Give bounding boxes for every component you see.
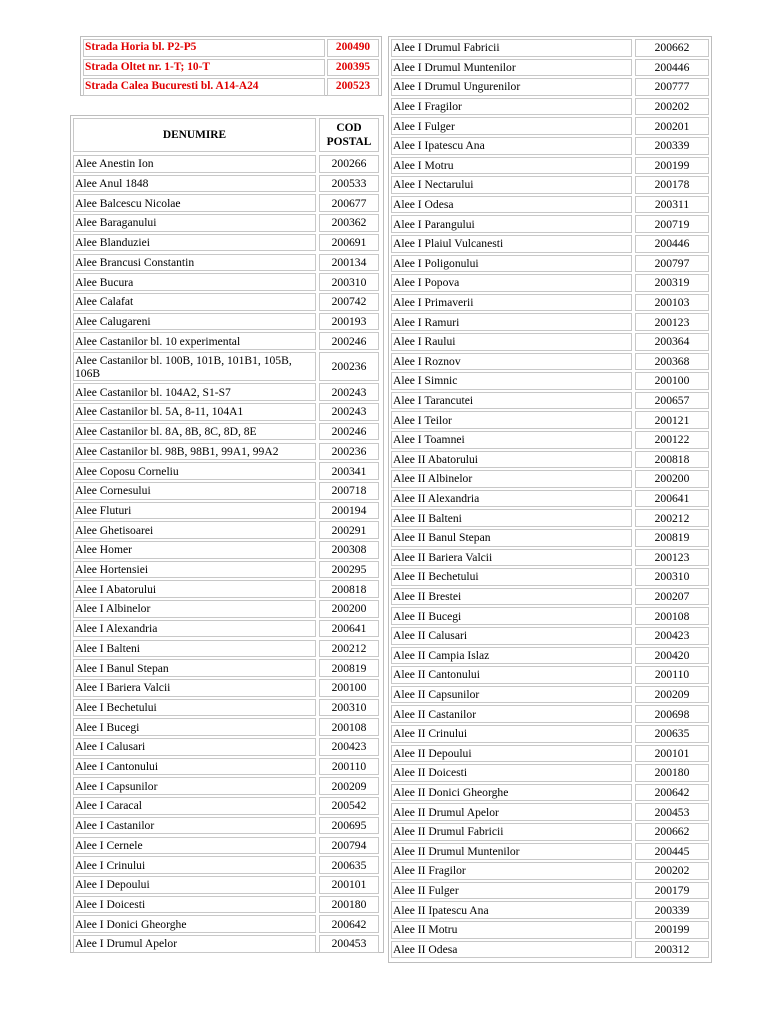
table-row: [389, 607, 711, 625]
street-name-cell: Alee I Parangului: [391, 215, 632, 233]
street-name-cell: Alee II Campia Islaz: [391, 647, 632, 665]
street-name-cell: Alee II Albinelor: [391, 470, 632, 488]
table-row: [71, 896, 383, 914]
postal-code-cell: 200266: [319, 155, 379, 173]
postal-code-cell: 200100: [635, 372, 709, 390]
table-row: [389, 176, 711, 194]
table-row: [71, 443, 383, 461]
street-name-cell: Alee I Drumul Muntenilor: [391, 59, 632, 77]
street-name-cell: Alee I Tarancutei: [391, 392, 632, 410]
table-row: [389, 215, 711, 233]
street-name-cell: Alee Baraganului: [73, 214, 316, 232]
table-row: [71, 797, 383, 815]
table-row: [71, 293, 383, 311]
street-name-cell: Alee I Plaiul Vulcanesti: [391, 235, 632, 253]
street-name-cell: Alee I Castanilor: [73, 817, 316, 835]
postal-code-cell: 200123: [635, 313, 709, 331]
postal-code-cell: 200420: [635, 647, 709, 665]
postal-code-cell: 200819: [635, 529, 709, 547]
street-name-cell: Alee II Fulger: [391, 882, 632, 900]
street-name-cell: Alee Castanilor bl. 10 experimental: [73, 332, 316, 350]
postal-code-cell: 200291: [319, 521, 379, 539]
street-name-cell: Alee Fluturi: [73, 502, 316, 520]
street-name-cell: Alee I Nectarului: [391, 176, 632, 194]
postal-code-cell: 200423: [635, 627, 709, 645]
postal-code-cell: 200453: [635, 803, 709, 821]
street-name-cell: Alee I Cernele: [73, 837, 316, 855]
street-name-cell: Alee II Drumul Apelor: [391, 803, 632, 821]
postal-code-cell: 200423: [319, 738, 379, 756]
postal-code-cell: 200236: [319, 352, 379, 381]
street-name-cell: Alee II Brestei: [391, 588, 632, 606]
postal-code-cell: 200819: [319, 659, 379, 677]
street-name-cell: Alee II Drumul Muntenilor: [391, 843, 632, 861]
table-row: [389, 235, 711, 253]
street-name-cell: Strada Oltet nr. 1-T; 10-T: [83, 59, 325, 77]
street-name-cell: Alee I Capsunilor: [73, 777, 316, 795]
table-row: [389, 39, 711, 57]
street-name-cell: Alee I Drumul Fabricii: [391, 39, 632, 57]
postal-code-cell: 200719: [635, 215, 709, 233]
postal-code-cell: 200691: [319, 234, 379, 252]
table-row: [389, 901, 711, 919]
postal-code-cell: 200123: [635, 549, 709, 567]
postal-code-cell: 200103: [635, 294, 709, 312]
postal-code-cell: 200362: [319, 214, 379, 232]
table-row: [389, 588, 711, 606]
table-row: [389, 529, 711, 547]
postal-code-cell: 200642: [635, 784, 709, 802]
postal-code-cell: 200641: [635, 490, 709, 508]
postal-code-cell: 200319: [635, 274, 709, 292]
postal-code-cell: 200310: [319, 273, 379, 291]
postal-code-cell: 200453: [319, 935, 379, 953]
street-name-cell: Alee II Donici Gheorghe: [391, 784, 632, 802]
table-row: [389, 333, 711, 351]
table-row: [71, 738, 383, 756]
table-row: [389, 725, 711, 743]
street-name-cell: Alee Castanilor bl. 8A, 8B, 8C, 8D, 8E: [73, 423, 316, 441]
table-row: [389, 98, 711, 116]
street-name-cell: Alee I Crinului: [73, 856, 316, 874]
street-name-cell: Alee Brancusi Constantin: [73, 254, 316, 272]
postal-code-cell: 200339: [635, 901, 709, 919]
street-name-cell: Alee I Motru: [391, 157, 632, 175]
postal-code-cell: 200194: [319, 502, 379, 520]
table-row: [389, 686, 711, 704]
postal-code-cell: 200236: [319, 443, 379, 461]
postal-code-cell: 200642: [319, 915, 379, 933]
street-name-cell: Alee I Odesa: [391, 196, 632, 214]
postal-code-cell: 200523: [327, 78, 379, 96]
postal-code-cell: 200243: [319, 383, 379, 401]
street-name-cell: Alee I Drumul Apelor: [73, 935, 316, 953]
table-row: [389, 274, 711, 292]
postal-code-cell: 200246: [319, 423, 379, 441]
street-name-cell: Alee Cornesului: [73, 482, 316, 500]
postal-code-cell: 200199: [635, 157, 709, 175]
street-name-cell: Alee I Ramuri: [391, 313, 632, 331]
postal-code-cell: 200341: [319, 462, 379, 480]
table-row: [81, 59, 381, 77]
postal-code-cell: 200200: [319, 600, 379, 618]
street-name-cell: Alee II Bucegi: [391, 607, 632, 625]
postal-code-cell: 200243: [319, 403, 379, 421]
postal-code-cell: 200818: [635, 451, 709, 469]
postal-code-cell: 200122: [635, 431, 709, 449]
postal-code-cell: 200121: [635, 411, 709, 429]
left-postal-code-table: [70, 115, 384, 953]
street-name-cell: Alee II Balteni: [391, 509, 632, 527]
postal-code-cell: 200445: [635, 843, 709, 861]
postal-code-cell: 200108: [319, 718, 379, 736]
street-name-cell: Alee Anul 1848: [73, 175, 316, 193]
street-name-cell: Alee II Cantonului: [391, 666, 632, 684]
table-row: [389, 882, 711, 900]
table-row: [71, 194, 383, 212]
street-name-cell: Alee Blanduziei: [73, 234, 316, 252]
table-row: [71, 234, 383, 252]
street-name-cell: Alee I Drumul Ungurenilor: [391, 78, 632, 96]
postal-code-cell: 200662: [635, 39, 709, 57]
table-row: [389, 313, 711, 331]
postal-code-cell: 200246: [319, 332, 379, 350]
table-row: [389, 392, 711, 410]
table-row: [71, 600, 383, 618]
street-name-cell: Alee I Caracal: [73, 797, 316, 815]
street-name-cell: Alee II Abatorului: [391, 451, 632, 469]
postal-code-cell: 200695: [319, 817, 379, 835]
table-row: [389, 549, 711, 567]
street-name-cell: Alee II Odesa: [391, 941, 632, 959]
postal-code-cell: 200395: [327, 59, 379, 77]
table-row: [389, 745, 711, 763]
postal-code-cell: 200533: [319, 175, 379, 193]
table-row: [389, 921, 711, 939]
table-row: [71, 837, 383, 855]
postal-code-cell: 200199: [635, 921, 709, 939]
street-name-cell: Alee II Banul Stepan: [391, 529, 632, 547]
table-row: [71, 699, 383, 717]
street-name-cell: Alee Coposu Corneliu: [73, 462, 316, 480]
street-name-cell: Alee I Bucegi: [73, 718, 316, 736]
header-name: DENUMIRE: [73, 118, 316, 152]
street-name-cell: Alee II Capsunilor: [391, 686, 632, 704]
table-row: [71, 175, 383, 193]
table-row: [389, 196, 711, 214]
table-row: [389, 451, 711, 469]
table-row: [71, 876, 383, 894]
street-name-cell: Alee II Fragilor: [391, 862, 632, 880]
postal-code-cell: 200212: [319, 640, 379, 658]
table-row: [71, 679, 383, 697]
table-row: [389, 862, 711, 880]
street-name-cell: Alee II Drumul Fabricii: [391, 823, 632, 841]
street-name-cell: Alee I Bariera Valcii: [73, 679, 316, 697]
street-name-cell: Alee II Ipatescu Ana: [391, 901, 632, 919]
postal-code-cell: 200446: [635, 235, 709, 253]
table-row: [389, 372, 711, 390]
table-row: [389, 647, 711, 665]
postal-code-cell: 200635: [635, 725, 709, 743]
postal-code-cell: 200178: [635, 176, 709, 194]
street-name-cell: Alee Hortensiei: [73, 561, 316, 579]
postal-code-cell: 200110: [319, 758, 379, 776]
table-row: [389, 431, 711, 449]
postal-code-cell: 200311: [635, 196, 709, 214]
street-name-cell: Alee I Balteni: [73, 640, 316, 658]
postal-code-cell: 200180: [635, 764, 709, 782]
table-row: [71, 915, 383, 933]
postal-code-cell: 200108: [635, 607, 709, 625]
table-row: [389, 294, 711, 312]
postal-code-cell: 200312: [635, 941, 709, 959]
table-row: [71, 254, 383, 272]
table-row: [71, 758, 383, 776]
postal-code-cell: 200310: [319, 699, 379, 717]
table-row: [71, 659, 383, 677]
street-name-cell: Alee II Bariera Valcii: [391, 549, 632, 567]
table-row: [71, 352, 383, 381]
street-name-cell: Alee II Doicesti: [391, 764, 632, 782]
table-row: [389, 411, 711, 429]
postal-code-cell: 200818: [319, 580, 379, 598]
street-name-cell: Alee Ghetisoarei: [73, 521, 316, 539]
postal-code-cell: 200368: [635, 353, 709, 371]
postal-code-cell: 200641: [319, 620, 379, 638]
table-row: [71, 462, 383, 480]
street-name-cell: Alee Balcescu Nicolae: [73, 194, 316, 212]
postal-code-cell: 200202: [635, 862, 709, 880]
table-row: [71, 777, 383, 795]
street-name-cell: Alee I Banul Stepan: [73, 659, 316, 677]
postal-code-cell: 200662: [635, 823, 709, 841]
table-row: [389, 803, 711, 821]
postal-code-cell: 200542: [319, 797, 379, 815]
postal-code-cell: 200657: [635, 392, 709, 410]
postal-code-cell: 200635: [319, 856, 379, 874]
table-row: [71, 718, 383, 736]
postal-code-cell: 200212: [635, 509, 709, 527]
postal-code-cell: 200794: [319, 837, 379, 855]
postal-code-cell: 200777: [635, 78, 709, 96]
street-name-cell: Alee II Crinului: [391, 725, 632, 743]
table-row: [389, 509, 711, 527]
table-row: [71, 332, 383, 350]
table-row: [389, 784, 711, 802]
street-name-cell: Alee I Simnic: [391, 372, 632, 390]
street-name-cell: Strada Horia bl. P2-P5: [83, 39, 325, 57]
right-postal-code-table: [388, 36, 712, 963]
postal-code-cell: 200209: [635, 686, 709, 704]
header-row: [71, 118, 383, 152]
street-name-cell: Alee I Primaverii: [391, 294, 632, 312]
street-name-cell: Alee I Abatorului: [73, 580, 316, 598]
postal-code-cell: 200101: [635, 745, 709, 763]
header-code: COD POSTAL: [319, 118, 379, 152]
table-row: [71, 561, 383, 579]
postal-code-cell: 200797: [635, 255, 709, 273]
street-name-cell: Alee I Ipatescu Ana: [391, 137, 632, 155]
table-row: [389, 157, 711, 175]
postal-code-cell: 200193: [319, 313, 379, 331]
street-name-cell: Alee Calugareni: [73, 313, 316, 331]
street-name-cell: Alee I Popova: [391, 274, 632, 292]
table-row: [389, 255, 711, 273]
table-row: [389, 117, 711, 135]
street-name-cell: Alee II Alexandria: [391, 490, 632, 508]
table-row: [81, 39, 381, 57]
postal-code-cell: 200209: [319, 777, 379, 795]
table-row: [389, 843, 711, 861]
table-row: [389, 666, 711, 684]
street-name-cell: Alee I Depoului: [73, 876, 316, 894]
table-row: [71, 521, 383, 539]
postal-code-cell: 200677: [319, 194, 379, 212]
table-row: [389, 137, 711, 155]
table-row: [389, 470, 711, 488]
postal-code-cell: 200202: [635, 98, 709, 116]
street-name-cell: Alee Castanilor bl. 100B, 101B, 101B1, 105B, 106B: [73, 352, 316, 381]
postal-code-cell: 200490: [327, 39, 379, 57]
postal-code-cell: 200339: [635, 137, 709, 155]
table-row: [71, 502, 383, 520]
street-name-cell: Alee I Albinelor: [73, 600, 316, 618]
table-row: [71, 482, 383, 500]
street-name-cell: Alee I Alexandria: [73, 620, 316, 638]
table-row: [71, 856, 383, 874]
postal-code-cell: 200207: [635, 588, 709, 606]
postal-code-cell: 200295: [319, 561, 379, 579]
postal-code-cell: 200110: [635, 666, 709, 684]
table-row: [389, 764, 711, 782]
street-name-cell: Alee I Fulger: [391, 117, 632, 135]
street-name-cell: Alee Castanilor bl. 98B, 98B1, 99A1, 99A2: [73, 443, 316, 461]
street-name-cell: Alee II Depoului: [391, 745, 632, 763]
postal-code-cell: 200200: [635, 470, 709, 488]
table-row: [71, 423, 383, 441]
table-row: [389, 627, 711, 645]
table-row: [389, 353, 711, 371]
table-row: [71, 640, 383, 658]
street-name-cell: Alee I Fragilor: [391, 98, 632, 116]
street-name-cell: Alee Bucura: [73, 273, 316, 291]
postal-code-cell: 200446: [635, 59, 709, 77]
postal-code-cell: 200201: [635, 117, 709, 135]
postal-code-cell: 200308: [319, 541, 379, 559]
street-name-cell: Alee I Doicesti: [73, 896, 316, 914]
postal-code-cell: 200134: [319, 254, 379, 272]
postal-code-cell: 200101: [319, 876, 379, 894]
table-row: [71, 580, 383, 598]
street-name-cell: Alee I Cantonului: [73, 758, 316, 776]
table-row: [71, 214, 383, 232]
highlighted-streets-table: [80, 36, 382, 96]
postal-code-cell: 200718: [319, 482, 379, 500]
street-name-cell: Alee I Calusari: [73, 738, 316, 756]
table-row: [389, 705, 711, 723]
street-name-cell: Alee I Bechetului: [73, 699, 316, 717]
table-row: [71, 313, 383, 331]
table-row: [389, 78, 711, 96]
street-name-cell: Alee I Raului: [391, 333, 632, 351]
table-row: [389, 568, 711, 586]
table-row: [389, 941, 711, 959]
table-row: [389, 490, 711, 508]
street-name-cell: Alee I Poligonului: [391, 255, 632, 273]
table-row: [71, 273, 383, 291]
postal-code-cell: 200310: [635, 568, 709, 586]
postal-code-cell: 200742: [319, 293, 379, 311]
table-row: [71, 541, 383, 559]
street-name-cell: Alee II Calusari: [391, 627, 632, 645]
table-row: [71, 155, 383, 173]
table-row: [71, 817, 383, 835]
table-row: [389, 59, 711, 77]
postal-code-cell: 200180: [319, 896, 379, 914]
street-name-cell: Alee I Donici Gheorghe: [73, 915, 316, 933]
street-name-cell: Alee I Teilor: [391, 411, 632, 429]
table-row: [71, 620, 383, 638]
street-name-cell: Alee Castanilor bl. 5A, 8-11, 104A1: [73, 403, 316, 421]
street-name-cell: Alee I Toamnei: [391, 431, 632, 449]
street-name-cell: Alee II Bechetului: [391, 568, 632, 586]
street-name-cell: Strada Calea Bucuresti bl. A14-A24: [83, 78, 325, 96]
table-row: [389, 823, 711, 841]
postal-code-cell: 200698: [635, 705, 709, 723]
table-row: [71, 403, 383, 421]
postal-code-cell: 200179: [635, 882, 709, 900]
postal-code-cell: 200364: [635, 333, 709, 351]
street-name-cell: Alee Calafat: [73, 293, 316, 311]
street-name-cell: Alee I Roznov: [391, 353, 632, 371]
street-name-cell: Alee II Motru: [391, 921, 632, 939]
street-name-cell: Alee Anestin Ion: [73, 155, 316, 173]
table-row: [71, 935, 383, 953]
postal-code-cell: 200100: [319, 679, 379, 697]
street-name-cell: Alee Homer: [73, 541, 316, 559]
table-row: [71, 383, 383, 401]
street-name-cell: Alee II Castanilor: [391, 705, 632, 723]
table-row: [81, 78, 381, 96]
street-name-cell: Alee Castanilor bl. 104A2, S1-S7: [73, 383, 316, 401]
